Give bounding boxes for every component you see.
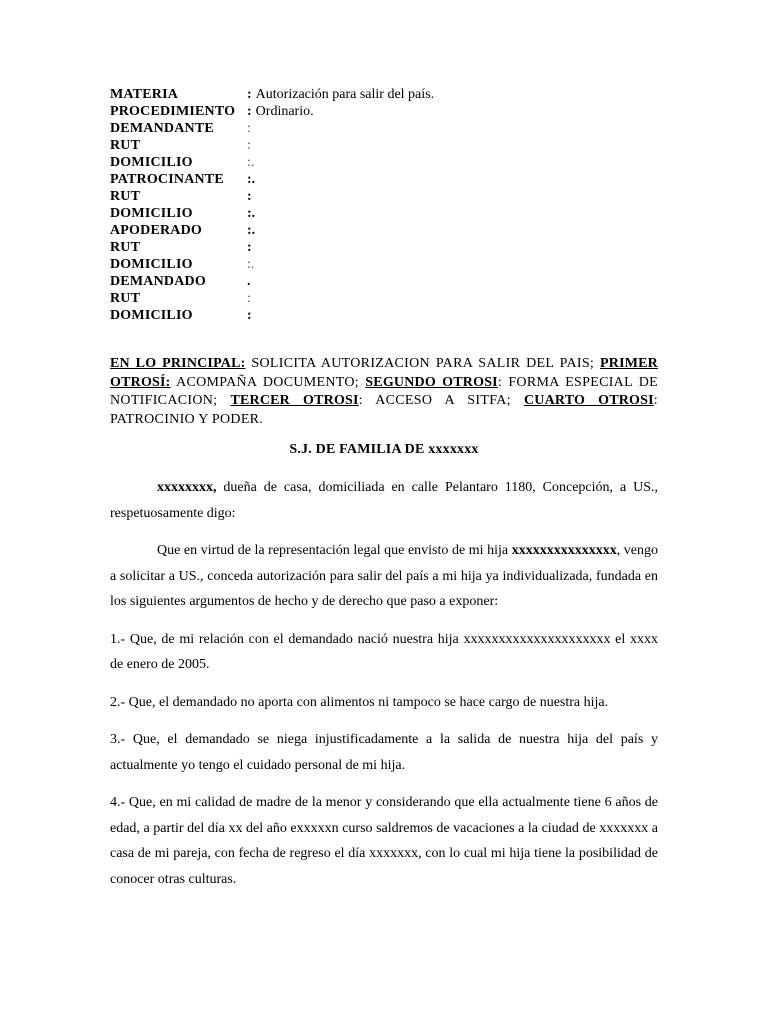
header-row-materia	[110, 86, 658, 103]
field-separator: :	[247, 104, 252, 119]
header-row-patrocinante	[110, 171, 658, 188]
field-separator: :.	[247, 257, 255, 272]
segundo-otrosi-text: : FORMA ESPECIAL DE NOTIFICACION;	[110, 374, 659, 408]
plaintiff-name: xxxxxxxx,	[157, 480, 217, 495]
document-page	[110, 86, 658, 892]
child-name: xxxxxxxxxxxxxxx	[511, 543, 617, 558]
field-label: DOMICILIO	[110, 206, 193, 221]
header-row-domicilio	[110, 256, 658, 273]
court-heading: S.J. DE FAMILIA DE xxxxxxx	[289, 442, 479, 457]
field-label: DOMICILIO	[110, 155, 193, 170]
field-separator: .	[247, 274, 251, 289]
tercer-otrosi-label: TERCER OTROSI	[230, 393, 359, 408]
header-row-demandante	[110, 120, 658, 137]
intro-paragraph	[110, 475, 658, 526]
field-separator: :	[247, 240, 252, 255]
request-paragraph	[110, 538, 658, 615]
field-separator: :	[247, 121, 251, 136]
field-label: RUT	[110, 189, 141, 204]
field-value: Ordinario.	[255, 104, 314, 119]
sumilla	[110, 355, 658, 429]
field-label: DEMANDANTE	[110, 121, 214, 136]
field-label: RUT	[110, 138, 141, 153]
field-label: APODERADO	[110, 223, 203, 238]
point-paragraph-4: 4.- Que, en mi calidad de madre de la menor y considerando que ella actualmente tiene 6 años de edad, a partir del día xx del año exxxxxn curso saldremos de vacaciones a la ciudad de xxxxxxx a casa de mi pareja, con fecha de regreso el día xxxxxxx, con lo cual mi hija tiene la posibilidad de conocer otras culturas.	[110, 795, 658, 887]
point-paragraph-2: 2.- Que, el demandado no aporta con alimentos ni tampoco se hace cargo de nuestra hija.	[110, 694, 609, 710]
header-row-domicilio	[110, 205, 658, 222]
request-text-start: Que en virtud de la representación legal que envisto de mi hija	[157, 543, 512, 558]
segundo-otrosi-label: SEGUNDO OTROSI	[365, 374, 498, 390]
primer-otrosi-label: PRIMER OTROSÍ:	[110, 356, 658, 390]
principal-label: EN LO PRINCIPAL:	[110, 356, 246, 371]
header-row-demandado	[110, 273, 658, 290]
header-row-rut	[110, 137, 658, 154]
header-block	[110, 86, 658, 324]
field-label: RUT	[110, 240, 141, 255]
request-text-end: , vengo a solicitar a US., conceda autorización para salir del país a mi hija ya individualizada, fundada en los siguientes argumentos de hecho y de derecho que paso a exponer:	[110, 543, 658, 609]
field-separator: :	[247, 87, 252, 102]
field-separator: :.	[247, 172, 256, 187]
field-label: DEMANDADO	[110, 274, 206, 289]
field-label: PATROCINANTE	[110, 172, 224, 187]
intro-text: dueña de casa, domiciliada en calle Pelantaro 1180, Concepción, a US., respetuosamente digo:	[110, 480, 658, 521]
cuarto-otrosi-label: CUARTO OTROSI	[523, 393, 654, 408]
field-label: DOMICILIO	[110, 308, 193, 323]
field-separator: :	[247, 291, 251, 306]
header-row-rut	[110, 188, 658, 205]
principal-text: SOLICITA AUTORIZACION PARA SALIR DEL PAIS;	[245, 356, 601, 371]
header-row-rut	[110, 239, 658, 256]
header-row-rut	[110, 290, 658, 307]
header-row-procedimiento	[110, 103, 658, 120]
field-separator: :.	[247, 155, 255, 170]
field-separator: :	[247, 189, 252, 204]
header-row-domicilio	[110, 307, 658, 324]
header-row-domicilio	[110, 154, 658, 171]
field-separator: :.	[247, 206, 256, 221]
field-value: Autorización para salir del país.	[255, 87, 435, 102]
point-paragraph-1: 1.- Que, de mi relación con el demandado nació nuestra hija xxxxxxxxxxxxxxxxxxxxx el xxxx de enero de 2005.	[110, 631, 658, 672]
cuarto-otrosi-text: : PATROCINIO Y PODER.	[110, 393, 658, 427]
field-separator: :	[247, 308, 252, 323]
field-label: PROCEDIMIENTO	[110, 104, 236, 119]
field-label: DOMICILIO	[110, 257, 193, 272]
field-label: RUT	[110, 291, 141, 306]
field-label: MATERIA	[110, 87, 179, 102]
header-row-apoderado	[110, 222, 658, 239]
field-separator: :	[247, 138, 251, 153]
primer-otrosi-text: ACOMPAÑA DOCUMENTO;	[170, 374, 366, 390]
tercer-otrosi-text: : ACCESO A SITFA;	[358, 393, 524, 408]
field-separator: :.	[247, 223, 256, 238]
point-paragraph-3: 3.- Que, el demandado se niega injustificadamente a la salida de nuestra hija del país y actualmente yo tengo el cuidado personal de mi hija.	[110, 732, 658, 773]
